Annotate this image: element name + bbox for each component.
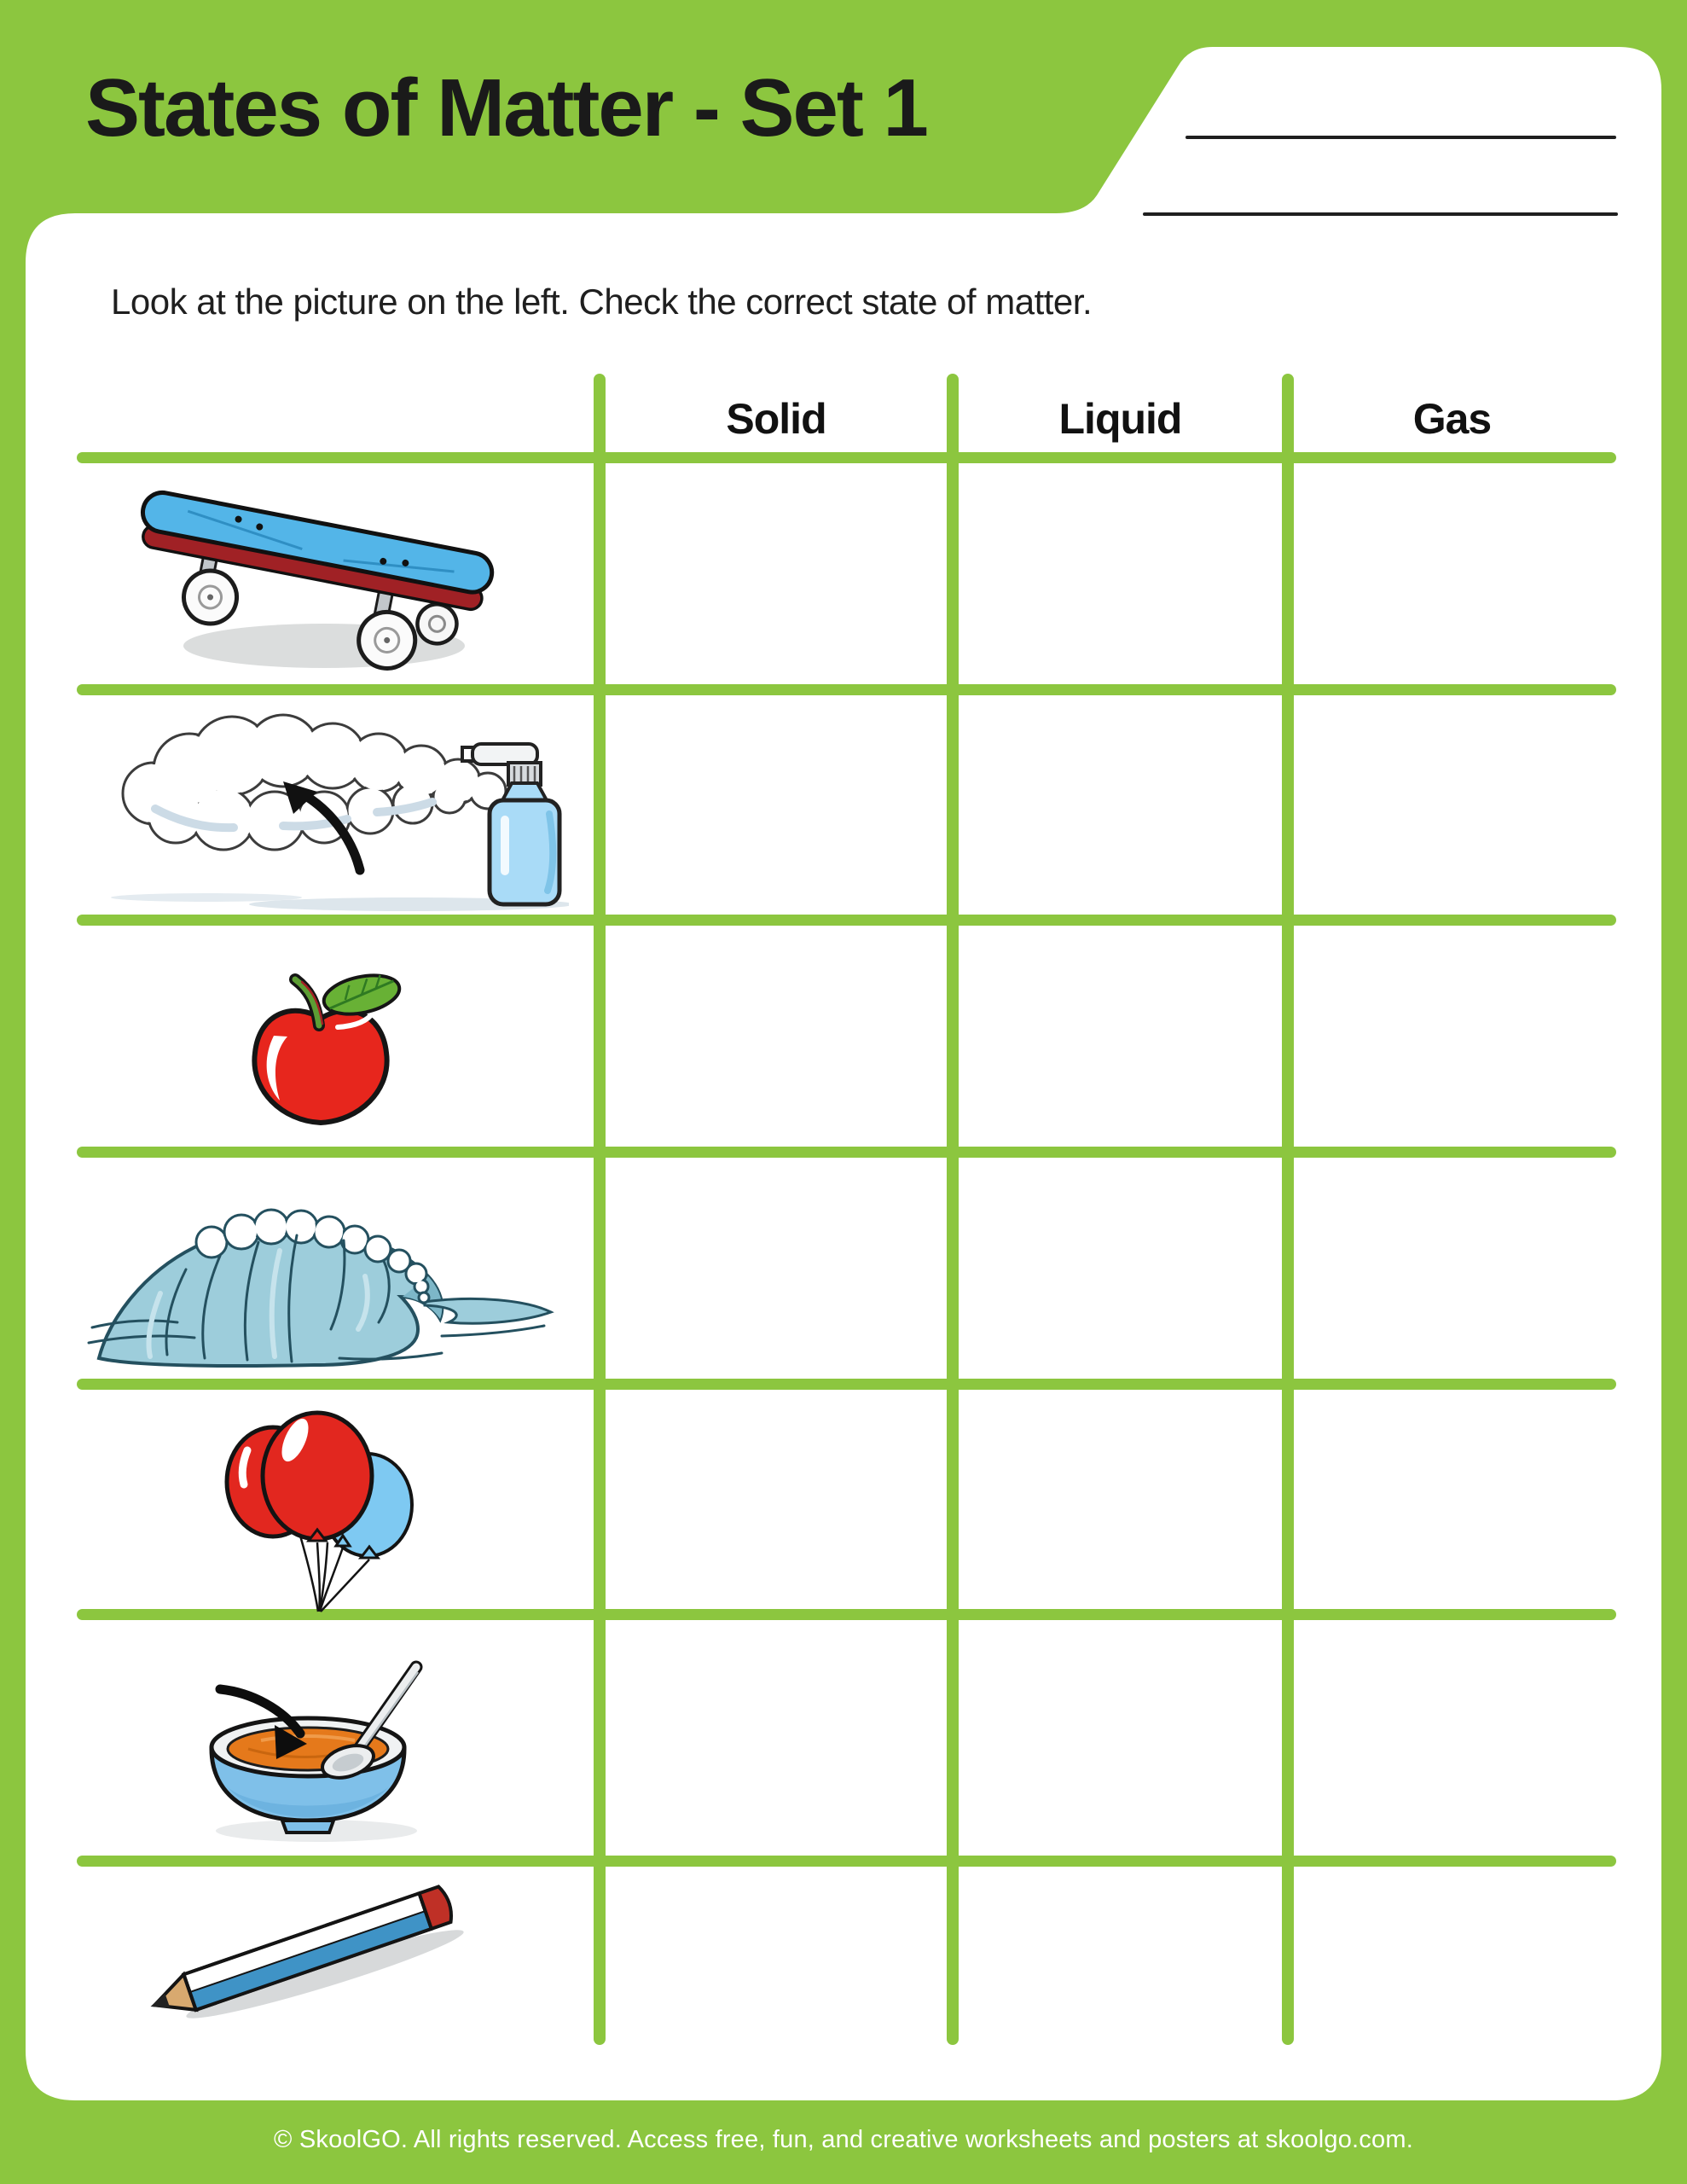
page-title: States of Matter - Set 1 xyxy=(85,62,927,154)
column-header-gas: Gas xyxy=(1412,395,1492,443)
check-cell-spray-mist-liquid[interactable] xyxy=(953,690,1288,921)
check-cell-soup-solid[interactable] xyxy=(600,1615,953,1862)
balloons-icon xyxy=(218,1401,416,1612)
check-cell-pencil-solid[interactable] xyxy=(600,1862,953,2045)
check-cell-skateboard-liquid[interactable] xyxy=(953,458,1288,690)
check-cell-ocean-wave-liquid[interactable] xyxy=(953,1153,1288,1385)
check-cell-balloons-solid[interactable] xyxy=(600,1385,953,1615)
check-cell-apple-liquid[interactable] xyxy=(953,921,1288,1153)
check-cell-skateboard-solid[interactable] xyxy=(600,458,953,690)
date-blank-line[interactable] xyxy=(1143,212,1618,216)
check-cell-soup-gas[interactable] xyxy=(1288,1615,1616,1862)
check-cell-spray-mist-gas[interactable] xyxy=(1288,690,1616,921)
check-cell-balloons-liquid[interactable] xyxy=(953,1385,1288,1615)
check-cell-ocean-wave-gas[interactable] xyxy=(1288,1153,1616,1385)
footer-credit: © SkoolGO. All rights reserved. Access free, fun, and creative worksheets and posters at skoolgo.com. xyxy=(274,2126,1413,2153)
wave-icon xyxy=(84,1191,561,1380)
skateboard-icon xyxy=(128,471,495,680)
check-cell-soup-liquid[interactable] xyxy=(953,1615,1288,1862)
instruction-text: Look at the picture on the left. Check the correct state of matter. xyxy=(111,282,1093,322)
column-header-solid: Solid xyxy=(726,395,826,443)
name-blank-line[interactable] xyxy=(1186,136,1616,139)
check-cell-balloons-gas[interactable] xyxy=(1288,1385,1616,1615)
check-cell-pencil-liquid[interactable] xyxy=(953,1862,1288,2045)
check-cell-ocean-wave-solid[interactable] xyxy=(600,1153,953,1385)
check-cell-skateboard-gas[interactable] xyxy=(1288,458,1616,690)
spray-bottle-mist-icon xyxy=(104,708,569,913)
check-cell-apple-solid[interactable] xyxy=(600,921,953,1153)
column-header-liquid: Liquid xyxy=(1058,395,1182,443)
check-cell-apple-gas[interactable] xyxy=(1288,921,1616,1153)
pencil-icon xyxy=(133,1870,503,2030)
apple-icon xyxy=(235,952,408,1138)
soup-bowl-icon xyxy=(167,1640,452,1846)
check-cell-pencil-gas[interactable] xyxy=(1288,1862,1616,2045)
check-cell-spray-mist-solid[interactable] xyxy=(600,690,953,921)
